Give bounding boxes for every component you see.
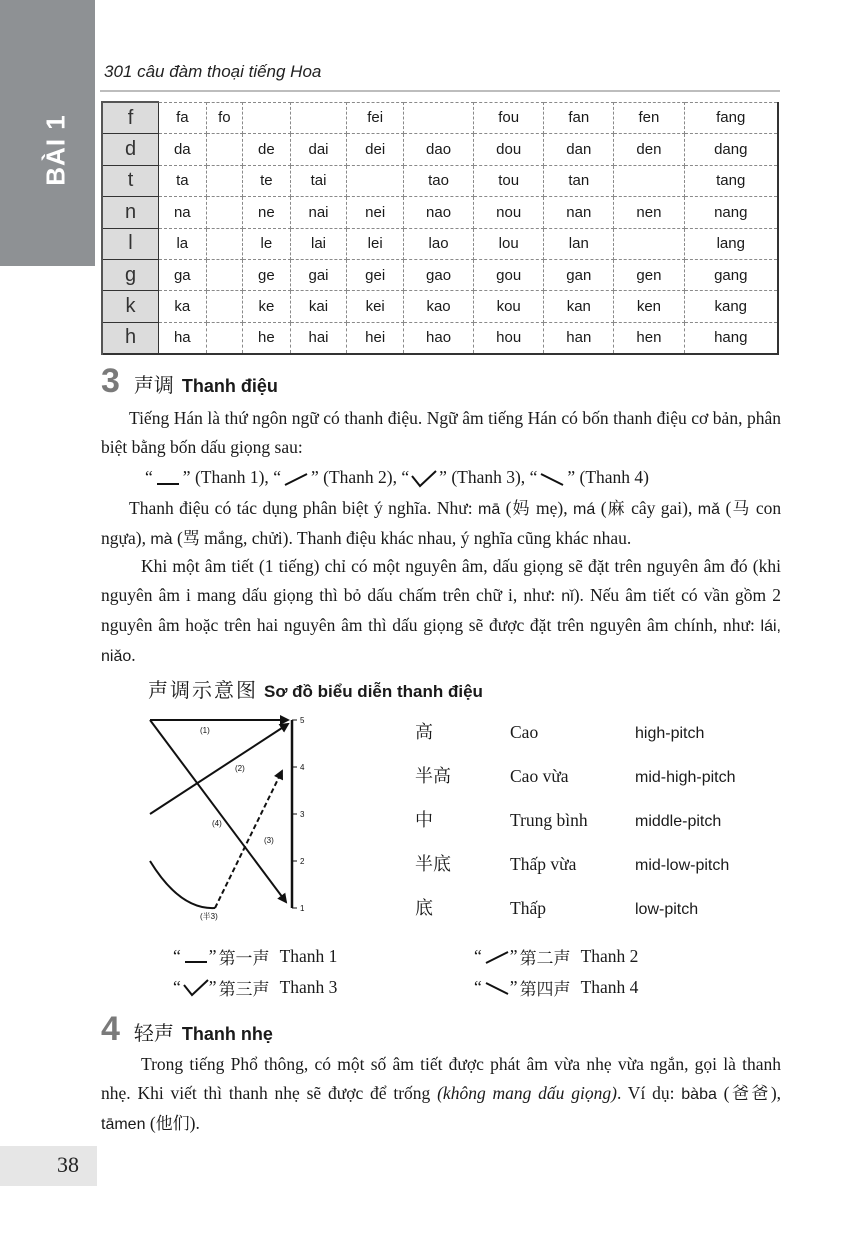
tone4-falling-icon [482, 978, 510, 998]
tone-label: (Thanh 1), [190, 467, 274, 487]
tone-legend-item [173, 944, 337, 969]
syllable-cell: na [159, 197, 207, 228]
syllable-cell: gou [474, 259, 544, 290]
tone-placement-paragraph [101, 552, 781, 671]
quote-close: ” [208, 977, 217, 997]
table-row [102, 134, 778, 165]
paragraph-text: Thanh điệu có tác dụng phân biệt ý nghĩa. Như: [129, 498, 478, 518]
tone-intro-paragraph [101, 404, 781, 462]
syllable-cell: gao [404, 259, 474, 290]
pitch-cn: 半底 [415, 854, 451, 875]
hanzi-example: 他们 [155, 1114, 190, 1134]
initial-cell: f [102, 102, 159, 134]
syllable-cell: den [614, 134, 684, 165]
axis-tick-label: 5 [300, 716, 305, 725]
tone3-dipping-icon [409, 469, 439, 489]
syllable-cell [404, 102, 474, 134]
hanzi-example: 爸爸 [729, 1084, 771, 1104]
quote-open: “ [529, 467, 538, 487]
syllable-cell: dei [347, 134, 404, 165]
axis-tick-label: 2 [300, 857, 305, 866]
gloss: mẹ), [530, 498, 574, 518]
quote-close: ” [509, 977, 518, 997]
initial-cell: h [102, 322, 159, 354]
tone2-contour [150, 724, 288, 814]
syllable-cell [614, 165, 684, 196]
syllable-cell: gen [614, 259, 684, 290]
syllable-cell: gang [684, 259, 778, 290]
axis-tick-label: 3 [300, 810, 305, 819]
syllable-cell: ge [243, 259, 291, 290]
pitch-level-row [415, 806, 721, 832]
syllable-cell [290, 102, 347, 134]
punctuation: . [131, 645, 136, 665]
syllable-cell: tan [544, 165, 614, 196]
axis-tick-label: 1 [300, 904, 305, 913]
quote-close: ” [310, 467, 319, 487]
syllable-cell: la [159, 228, 207, 259]
legend-cn: 第二声 [519, 949, 571, 969]
pitch-level-row [415, 718, 704, 744]
syllable-cell: da [159, 134, 207, 165]
curve-label: (2) [235, 764, 245, 773]
pinyin-example: mà [150, 531, 173, 548]
tone-contour-diagram [140, 708, 330, 923]
tone2-rising-icon [482, 947, 510, 967]
syllable-cell: fo [206, 102, 242, 134]
tone4-contour [150, 720, 286, 902]
legend-cn: 第三声 [218, 980, 270, 1000]
quote-close: ” [182, 467, 191, 487]
curve-label: (1) [200, 726, 210, 735]
syllable-cell: dou [474, 134, 544, 165]
quote-open: “ [145, 467, 153, 487]
pitch-cn: 中 [415, 810, 433, 831]
section-4-heading [101, 1010, 273, 1049]
syllable-cell: kei [347, 291, 404, 322]
curve-label: (半3) [200, 912, 218, 921]
pinyin-example: má [573, 501, 596, 518]
curve-label: (4) [212, 819, 222, 828]
pinyin-example: lái, niǎo [101, 618, 781, 665]
section-3-heading [101, 362, 278, 401]
pitch-vi: Cao vừa [510, 766, 569, 786]
table-row [102, 165, 778, 196]
syllable-cell: ta [159, 165, 207, 196]
syllable-cell [614, 228, 684, 259]
syllable-cell: fan [544, 102, 614, 134]
syllable-cell: nao [404, 197, 474, 228]
pitch-vi: Thấp [510, 898, 546, 918]
syllable-cell: kai [290, 291, 347, 322]
syllable-cell: lai [290, 228, 347, 259]
syllable-cell: nan [544, 197, 614, 228]
pitch-cn: 高 [415, 722, 433, 743]
hanzi-example: 妈 [511, 499, 531, 519]
pitch-en: middle-pitch [635, 813, 722, 830]
syllable-cell: dan [544, 134, 614, 165]
syllable-cell: hen [614, 322, 684, 354]
syllable-cell: hou [474, 322, 544, 354]
legend-cn: 第一声 [218, 949, 270, 969]
syllable-cell: ne [243, 197, 291, 228]
punctuation: ). [189, 1113, 200, 1133]
quote-close: ” [567, 467, 576, 487]
syllable-cell: nou [474, 197, 544, 228]
paragraph-text: . Ví dụ: [616, 1083, 682, 1103]
tone-legend-item [474, 944, 638, 969]
quote-open: “ [273, 467, 281, 487]
pitch-cn: 底 [415, 898, 433, 919]
page-number: 38 [57, 1152, 79, 1177]
gloss: mắng, chửi). Thanh điệu khác nhau, ý nghĩa cũng khác nhau. [199, 528, 632, 548]
legend-vi: Thanh 3 [279, 977, 338, 997]
pitch-en: high-pitch [635, 725, 705, 742]
tone-label: (Thanh 4) [575, 467, 649, 487]
tone3-contour-low [150, 861, 215, 908]
quote-close: ” [208, 946, 217, 966]
syllable-cell [347, 165, 404, 196]
diagram-title [148, 674, 483, 703]
quote-open: “ [173, 977, 181, 997]
tone1-flat-icon [153, 469, 183, 489]
hanzi-example: 骂 [182, 529, 200, 549]
syllable-cell: fei [347, 102, 404, 134]
syllable-cell: hang [684, 322, 778, 354]
syllable-cell: ka [159, 291, 207, 322]
syllable-cell: ha [159, 322, 207, 354]
tone-legend-item [173, 975, 337, 1000]
tone-label: (Thanh 3), [446, 467, 530, 487]
syllable-cell: nang [684, 197, 778, 228]
pitch-en: mid-high-pitch [635, 769, 736, 786]
syllable-cell: gei [347, 259, 404, 290]
table-row [102, 102, 778, 134]
italic-note: (không mang dấu giọng) [437, 1083, 617, 1103]
pitch-vi: Thấp vừa [510, 854, 577, 874]
syllable-table [101, 101, 779, 355]
syllable-cell: he [243, 322, 291, 354]
pitch-vi: Cao [510, 722, 539, 742]
syllable-cell [206, 165, 242, 196]
hanzi-example: 麻 [606, 499, 626, 519]
quote-open: “ [173, 946, 181, 966]
paragraph-text: Tiếng Hán là thứ ngôn ngữ có thanh điệu. Ngữ âm tiếng Hán có bốn thanh điệu cơ bản, phân biệt bằng bốn dấu giọng sau: [101, 408, 781, 457]
syllable-cell [206, 228, 242, 259]
syllable-cell: gan [544, 259, 614, 290]
running-title: 301 câu đàm thoại tiếng Hoa [104, 62, 322, 81]
header-rule [100, 90, 780, 92]
table-row [102, 322, 778, 354]
pinyin-example: mā [477, 501, 501, 518]
syllable-cell: ken [614, 291, 684, 322]
syllable-cell: hei [347, 322, 404, 354]
tone3-dipping-icon [181, 978, 209, 998]
pitch-cn: 半高 [415, 766, 451, 787]
tone2-rising-icon [281, 469, 311, 489]
legend-cn: 第四声 [519, 980, 571, 1000]
syllable-cell [243, 102, 291, 134]
quote-open: “ [401, 467, 410, 487]
initial-cell: d [102, 134, 159, 165]
tone-marks-line [145, 463, 765, 492]
gloss: cây gai), [625, 498, 698, 518]
table-row [102, 228, 778, 259]
syllable-cell [206, 322, 242, 354]
diagram-title-cn: 声调示意图 [148, 678, 258, 702]
hanzi-example: 马 [731, 499, 751, 519]
tone-meaning-paragraph: Thanh điệu có tác dụng phân biệt ý nghĩa. Như: mā (妈 mẹ), má (麻 cây gai), mǎ (马 con ngựa), mà (骂 mắng, chửi). Thanh điệu khác nhau, ý nghĩa cũng khác nhau. [101, 498, 782, 549]
section-number: 4 [101, 1010, 120, 1048]
pitch-vi: Trung bình [510, 810, 588, 830]
syllable-cell: tang [684, 165, 778, 196]
table-row [102, 291, 778, 322]
tone-legend-item [474, 975, 638, 1000]
syllable-cell: nai [290, 197, 347, 228]
initial-cell: l [102, 228, 159, 259]
syllable-cell: tao [404, 165, 474, 196]
syllable-cell: ga [159, 259, 207, 290]
curve-label: (3) [264, 836, 274, 845]
table-row [102, 259, 778, 290]
syllable-cell [206, 259, 242, 290]
initial-cell: g [102, 259, 159, 290]
table-row [102, 197, 778, 228]
paragraph-text: ). Nếu âm tiết có vần gồm 2 nguyên âm hoặc trên hai nguyên âm thì dấu giọng sẽ được đặt trên nguyên âm chính, như: [101, 585, 781, 635]
tone-label: (Thanh 2), [318, 467, 402, 487]
pitch-en: mid-low-pitch [635, 857, 730, 874]
syllable-cell: le [243, 228, 291, 259]
paragraph-text: Khi một âm tiết (1 tiếng) chỉ có một nguyên âm, dấu giọng sẽ đặt trên nguyên âm đó (khi nguyên âm i mang dấu giọng thì bỏ dấu chấm trên chữ i, như: [101, 556, 781, 605]
syllable-cell: de [243, 134, 291, 165]
pitch-level-row [415, 762, 735, 788]
pinyin-example: bàba [681, 1086, 717, 1103]
syllable-cell: lang [684, 228, 778, 259]
pinyin-example: mǎ [697, 501, 721, 518]
syllable-cell: ke [243, 291, 291, 322]
syllable-cell: nen [614, 197, 684, 228]
syllable-cell: dang [684, 134, 778, 165]
section-title-cn: 声调 [133, 373, 174, 397]
axis-tick-label: 4 [300, 763, 305, 772]
syllable-cell [206, 134, 242, 165]
quote-open: “ [474, 946, 482, 966]
syllable-cell: dai [290, 134, 347, 165]
quote-close: ” [509, 946, 518, 966]
syllable-cell: fang [684, 102, 778, 134]
syllable-cell: dao [404, 134, 474, 165]
lesson-side-band [0, 0, 95, 266]
syllable-cell: lei [347, 228, 404, 259]
lesson-label: BÀI 1 [40, 114, 71, 186]
pinyin-example: nǐ [561, 588, 574, 605]
syllable-cell: kou [474, 291, 544, 322]
gloss: con ngựa), [101, 498, 782, 548]
syllable-cell: lou [474, 228, 544, 259]
initial-cell: k [102, 291, 159, 322]
syllable-cell: nei [347, 197, 404, 228]
legend-vi: Thanh 4 [580, 977, 639, 997]
syllable-cell: hao [404, 322, 474, 354]
page-number-box [0, 1146, 97, 1186]
legend-vi: Thanh 2 [580, 946, 639, 966]
syllable-cell: tai [290, 165, 347, 196]
syllable-cell: lan [544, 228, 614, 259]
legend-vi: Thanh 1 [279, 946, 338, 966]
tone4-falling-icon [537, 469, 567, 489]
quote-close: ” [439, 467, 447, 487]
initial-cell: n [102, 197, 159, 228]
pitch-level-row [415, 894, 698, 920]
syllable-cell: fen [614, 102, 684, 134]
syllable-cell: hai [290, 322, 347, 354]
syllable-cell: han [544, 322, 614, 354]
quote-open: “ [474, 977, 482, 997]
neutral-tone-paragraph: Trong tiếng Phổ thông, có một số âm tiết được phát âm vừa nhẹ vừa ngắn, gọi là thanh nhẹ. Khi viết thì thanh nhẹ sẽ được để trống (không mang dấu giọng). Ví dụ: bàba (爸爸), tāmen (他们). [101, 1054, 782, 1134]
section-title-cn: 轻声 [133, 1021, 174, 1045]
syllable-cell: fou [474, 102, 544, 134]
initial-cell: t [102, 165, 159, 196]
syllable-cell [206, 291, 242, 322]
syllable-cell [206, 197, 242, 228]
pitch-en: low-pitch [635, 901, 699, 918]
paragraph-text: Trong tiếng Phổ thông, có một số âm tiết được phát âm vừa nhẹ vừa ngắn, gọi là thanh nhẹ. Khi viết thì thanh nhẹ sẽ được để trống [101, 1054, 781, 1103]
section-title-vi: Thanh nhẹ [181, 1024, 273, 1044]
syllable-cell: kan [544, 291, 614, 322]
syllable-cell: te [243, 165, 291, 196]
pitch-level-row [415, 850, 729, 876]
syllable-cell: tou [474, 165, 544, 196]
syllable-cell: lao [404, 228, 474, 259]
pinyin-example: tāmen [101, 1116, 146, 1133]
syllable-cell: kao [404, 291, 474, 322]
tone1-flat-icon [181, 947, 209, 967]
syllable-cell: kang [684, 291, 778, 322]
syllable-cell: gai [290, 259, 347, 290]
section-title-vi: Thanh điệu [181, 376, 278, 396]
syllable-cell: fa [159, 102, 207, 134]
section-number: 3 [101, 362, 120, 400]
diagram-title-vi: Sơ đồ biểu diễn thanh điệu [264, 682, 483, 701]
